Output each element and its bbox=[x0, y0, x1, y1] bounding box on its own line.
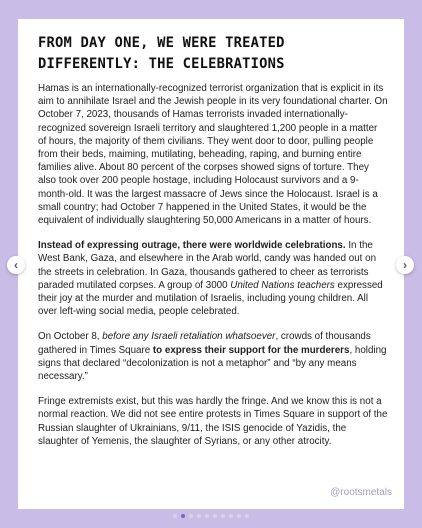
carousel-indicator bbox=[0, 514, 422, 518]
paragraph-3-text-c: , holding signs that declared “decolonization is not a metaphor” and “by any means necessary.” bbox=[38, 344, 387, 383]
paragraph-3 bbox=[38, 330, 388, 383]
carousel-dot[interactable] bbox=[197, 514, 201, 518]
paragraph-2-text-a: In the West Bank, Gaza, and elsewhere in the Arab world, candy was handed out on the streets in celebration. In Gaza, thousands gathered to cheer as terrorists paraded mutilated corpses. A group of 3000 bbox=[38, 240, 377, 291]
chevron-left-icon: ‹ bbox=[14, 258, 18, 272]
paragraph-3-text-b: , crowds of thousands gathered in Times Square bbox=[38, 331, 371, 356]
paragraph-4: Fringe extremists exist, but this was hardly the fringe. And we know this is not a normal reaction. We did not see entire protests in Times Square in support of the Russian slaughter of Ukrainians, 9/11, the ISIS genocide of Yazidis, the slaughter of Yemenis, the slaughter of Syrians, or any other atrocity. bbox=[38, 396, 388, 447]
carousel-dot[interactable] bbox=[213, 514, 217, 518]
carousel-dot[interactable] bbox=[237, 514, 241, 518]
carousel-dot[interactable] bbox=[173, 514, 177, 518]
paragraph-2 bbox=[38, 239, 388, 318]
paragraph-3-bold: to express their support for the murderers bbox=[152, 344, 350, 356]
paragraph-2-italic: United Nations teachers bbox=[230, 279, 335, 291]
chevron-right-icon: › bbox=[403, 258, 407, 272]
paragraph-3-text-a: On October 8, bbox=[38, 331, 103, 343]
watermark: @rootsmetals bbox=[330, 487, 392, 498]
previous-slide-button[interactable] bbox=[7, 256, 25, 274]
carousel-dot[interactable] bbox=[245, 514, 249, 518]
carousel-dot[interactable] bbox=[181, 514, 185, 518]
paragraph-1: Hamas is an internationally-recognized terrorist organization that is explicit in its aim to annihilate Israel and the Jewish people in its very foundational charter. On October 7, 2023, thousands of Hamas terrorists invaded internationally-recognized sovereign Israeli territory and slaughtered 1,200 people in a matter of hours, the majority of them civilians. They went door to door, pulling people from their beds, maiming, mutilating, beheading, raping, and burning entire families alive. About 80 percent of the corpses showed signs of torture. They also took over 200 people hostage, including Holocaust survivors and a 9-month-old. It was the largest massacre of Jews since the Holocaust. Israel is a small country; had October 7 happened in the United States, it would be the equivalent of individually slaughtering 50,000 Americans in a matter of hours. bbox=[38, 83, 388, 227]
paragraph-3-italic: before any Israeli retaliation whatsoever bbox=[102, 331, 276, 343]
post-card bbox=[18, 19, 404, 509]
paragraph-2-text-b: expressed their joy at the murder and mutilation of Israelis, including young children. All over left-wing social media, people celebrated. bbox=[38, 279, 383, 318]
carousel-dot[interactable] bbox=[229, 514, 233, 518]
paragraph-2-bold: Instead of expressing outrage, there were worldwide celebrations. bbox=[38, 240, 346, 252]
post-body bbox=[38, 82, 388, 460]
post-heading: FROM DAY ONE, WE WERE TREATED DIFFERENTLY: THE CELEBRATIONS bbox=[38, 35, 285, 72]
carousel-dot[interactable] bbox=[221, 514, 225, 518]
carousel-dot[interactable] bbox=[205, 514, 209, 518]
carousel-dot[interactable] bbox=[189, 514, 193, 518]
next-slide-button[interactable] bbox=[396, 256, 414, 274]
